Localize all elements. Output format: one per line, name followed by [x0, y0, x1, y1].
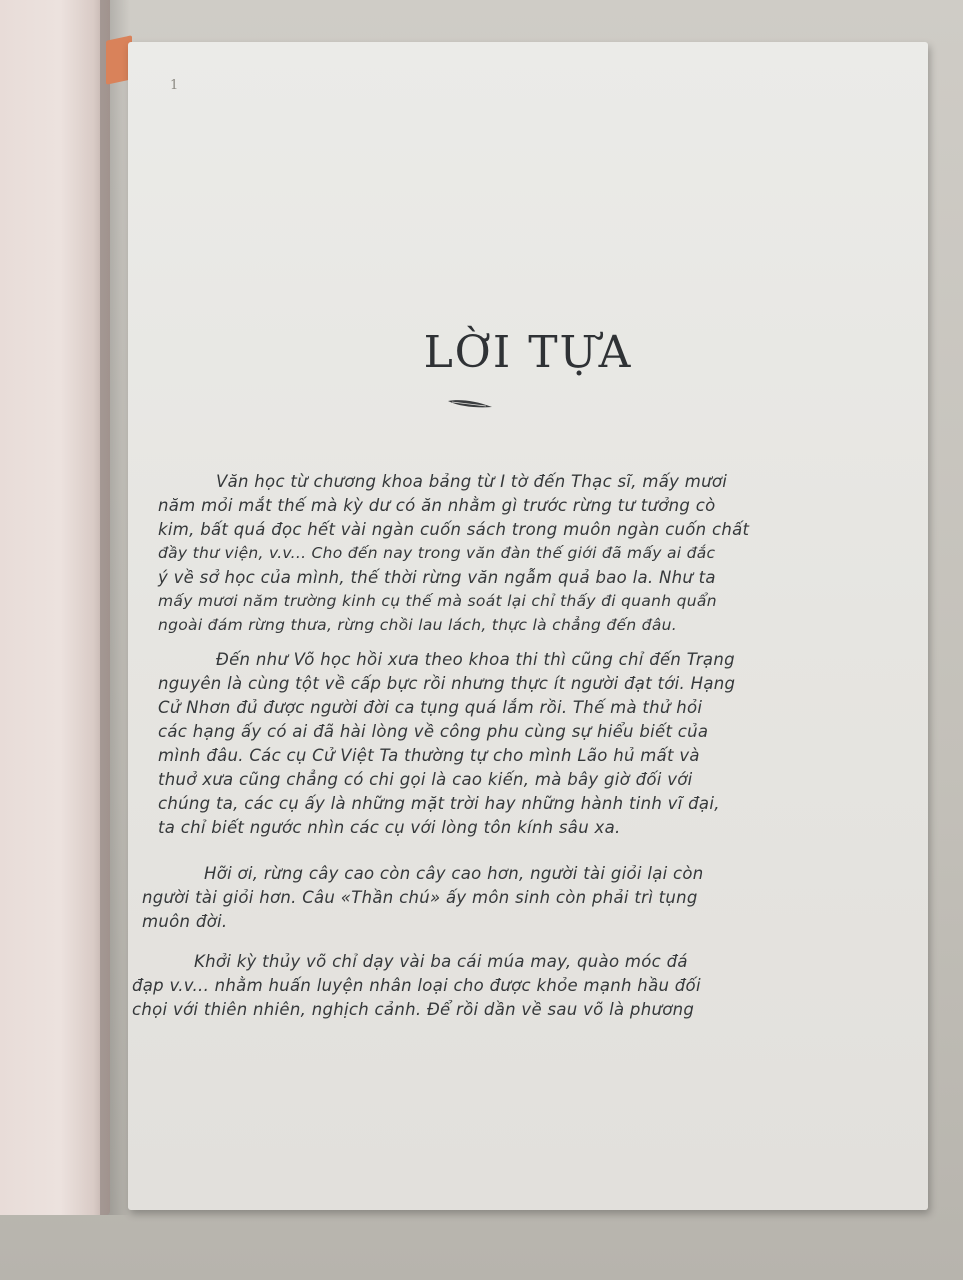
page-title: LỜI TỰA: [423, 327, 633, 378]
left-page: [0, 0, 110, 1215]
text-line: Khởi kỳ thủy võ chỉ dạy vài ba cái múa may, quào móc đá: [194, 952, 688, 971]
text-line: muôn đời.: [142, 912, 228, 931]
text-line: ngoài đám rừng thưa, rừng chồi lau lách, thực là chẳng đến đâu.: [158, 616, 677, 634]
text-line: Đến như Võ học hồi xưa theo khoa thi thì cũng chỉ đến Trạng: [216, 650, 735, 669]
preface-body: [128, 472, 928, 1072]
text-line: ý về sở học của mình, thế thời rừng văn ngẫm quả bao la. Như ta: [158, 568, 716, 587]
leaf-ornament-icon: [446, 398, 494, 410]
text-line: thuở xưa cũng chẳng có chi gọi là cao kiến, mà bây giờ đối với: [158, 770, 693, 789]
text-line: kim, bất quá đọc hết vài ngàn cuốn sách trong muôn ngàn cuốn chất: [158, 520, 750, 539]
text-line: ta chỉ biết ngước nhìn các cụ với lòng tôn kính sâu xa.: [158, 818, 621, 837]
text-line: đầy thư viện, v.v... Cho đến nay trong văn đàn thế giới đã mấy ai đắc: [158, 544, 716, 562]
text-line: người tài giỏi hơn. Câu «Thần chú» ấy môn sinh còn phải trì tụng: [142, 888, 698, 907]
text-line: chọi với thiên nhiên, nghịch cảnh. Để rồi dần về sau võ là phương: [132, 1000, 695, 1019]
spine-shadow: [100, 0, 130, 1215]
book-page: [128, 42, 928, 1210]
text-line: Văn học từ chương khoa bảng từ I tờ đến Thạc sĩ, mấy mươi: [216, 472, 728, 491]
text-line: các hạng ấy có ai đã hài lòng về công phu cùng sự hiểu biết của: [158, 722, 709, 741]
text-line: mình đâu. Các cụ Cử Việt Ta thường tự cho mình Lão hủ mất và: [158, 746, 700, 765]
page-corner-mark: 1: [170, 78, 179, 93]
text-line: năm mỏi mắt thế mà kỳ dư có ăn nhằm gì trước rừng tư tưởng cò: [158, 496, 716, 515]
text-line: đạp v.v... nhằm huấn luyện nhân loại cho được khỏe mạnh hầu đối: [132, 976, 701, 995]
text-line: Cử Nhơn đủ được người đời ca tụng quá lắm rồi. Thế mà thử hỏi: [158, 698, 703, 717]
text-line: Hỡi ơi, rừng cây cao còn cây cao hơn, người tài giỏi lại còn: [204, 864, 704, 883]
text-line: chúng ta, các cụ ấy là những mặt trời hay những hành tinh vĩ đại,: [158, 794, 720, 813]
text-line: mấy mươi năm trường kinh cụ thế mà soát lại chỉ thấy đi quanh quẩn: [158, 592, 717, 610]
text-line: nguyên là cùng tột về cấp bực rồi nhưng thực ít người đạt tới. Hạng: [158, 674, 736, 693]
